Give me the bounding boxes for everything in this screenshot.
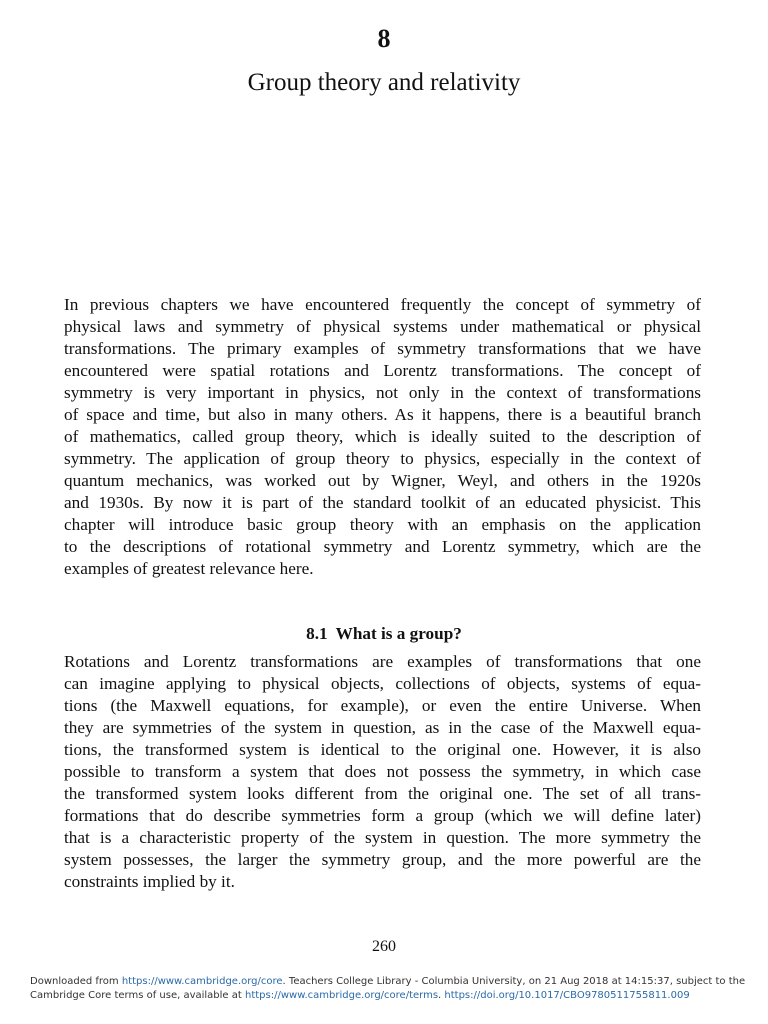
section-title: What is a group? [335, 624, 462, 643]
section-line: that is a characteristic property of the system in question. The more symmetry the [64, 828, 701, 847]
intro-line: and 1930s. By now it is part of the standard toolkit of an educated physicist. This [64, 493, 701, 512]
intro-line: symmetry. The application of group theory to physics, especially in the context of [64, 449, 701, 468]
page-number: 260 [372, 938, 396, 955]
section-line: the transformed system looks different from the original one. The set of all trans- [64, 784, 701, 803]
footer-line-2 [30, 989, 750, 1003]
footer-separator: . [438, 990, 445, 1001]
section-line: they are symmetries of the system in question, as in the case of the Maxwell equa- [64, 718, 701, 737]
intro-line: chapter will introduce basic group theory with an emphasis on the application [64, 515, 701, 534]
intro-line: physical laws and symmetry of physical systems under mathematical or physical [64, 317, 701, 336]
cambridge-core-link[interactable]: https://www.cambridge.org/core [121, 976, 283, 987]
section-line: can imagine applying to physical objects, collections of objects, systems of equa- [64, 674, 701, 693]
chapter-title: Group theory and relativity [247, 69, 521, 96]
intro-line: encountered were spatial rotations and Lorentz transformations. The concept of [64, 361, 701, 380]
footer-line1-text: . Teachers College Library - Columbia University, on 21 Aug 2018 at 14:15:37, subject to the [282, 976, 746, 987]
footer-line-1 [30, 975, 750, 989]
intro-line: to the descriptions of rotational symmetry and Lorentz symmetry, which are the [64, 537, 701, 556]
intro-line: quantum mechanics, was worked out by Wigner, Weyl, and others in the 1920s [64, 471, 701, 490]
terms-link[interactable]: https://www.cambridge.org/core/terms [245, 990, 439, 1001]
section-line: constraints implied by it. [64, 872, 235, 891]
intro-paragraph [64, 294, 701, 580]
chapter-number: 8 [377, 24, 391, 53]
intro-line: of mathematics, called group theory, which is ideally suited to the description of [64, 427, 701, 446]
intro-line: symmetry is very important in physics, not only in the context of transformations [64, 383, 701, 402]
section-heading [0, 623, 768, 645]
intro-line: examples of greatest relevance here. [64, 559, 314, 578]
intro-line: of space and time, but also in many others. As it happens, there is a beautiful branch [64, 405, 701, 424]
intro-line: In previous chapters we have encountered frequently the concept of symmetry of [64, 295, 701, 314]
section-line: formations that do describe symmetries form a group (which we will define later) [64, 806, 701, 825]
section-line: Rotations and Lorentz transformations are examples of transformations that one [64, 652, 701, 671]
section-paragraph [64, 651, 701, 893]
download-footer [30, 975, 750, 1003]
section-line: system possesses, the larger the symmetry group, and the more powerful are the [64, 850, 701, 869]
section-line: tions, the transformed system is identical to the original one. However, it is also [64, 740, 701, 759]
footer-downloaded-from: Downloaded from [30, 976, 122, 987]
section-line: tions (the Maxwell equations, for example), or even the entire Universe. When [64, 696, 701, 715]
intro-line: transformations. The primary examples of symmetry transformations that we have [64, 339, 701, 358]
section-number: 8.1 [306, 624, 328, 643]
footer-terms-prefix: Cambridge Core terms of use, available at [30, 990, 245, 1001]
doi-link[interactable]: https://doi.org/10.1017/CBO9780511755811.009 [444, 990, 690, 1001]
section-line: possible to transform a system that does not possess the symmetry, in which case [64, 762, 701, 781]
